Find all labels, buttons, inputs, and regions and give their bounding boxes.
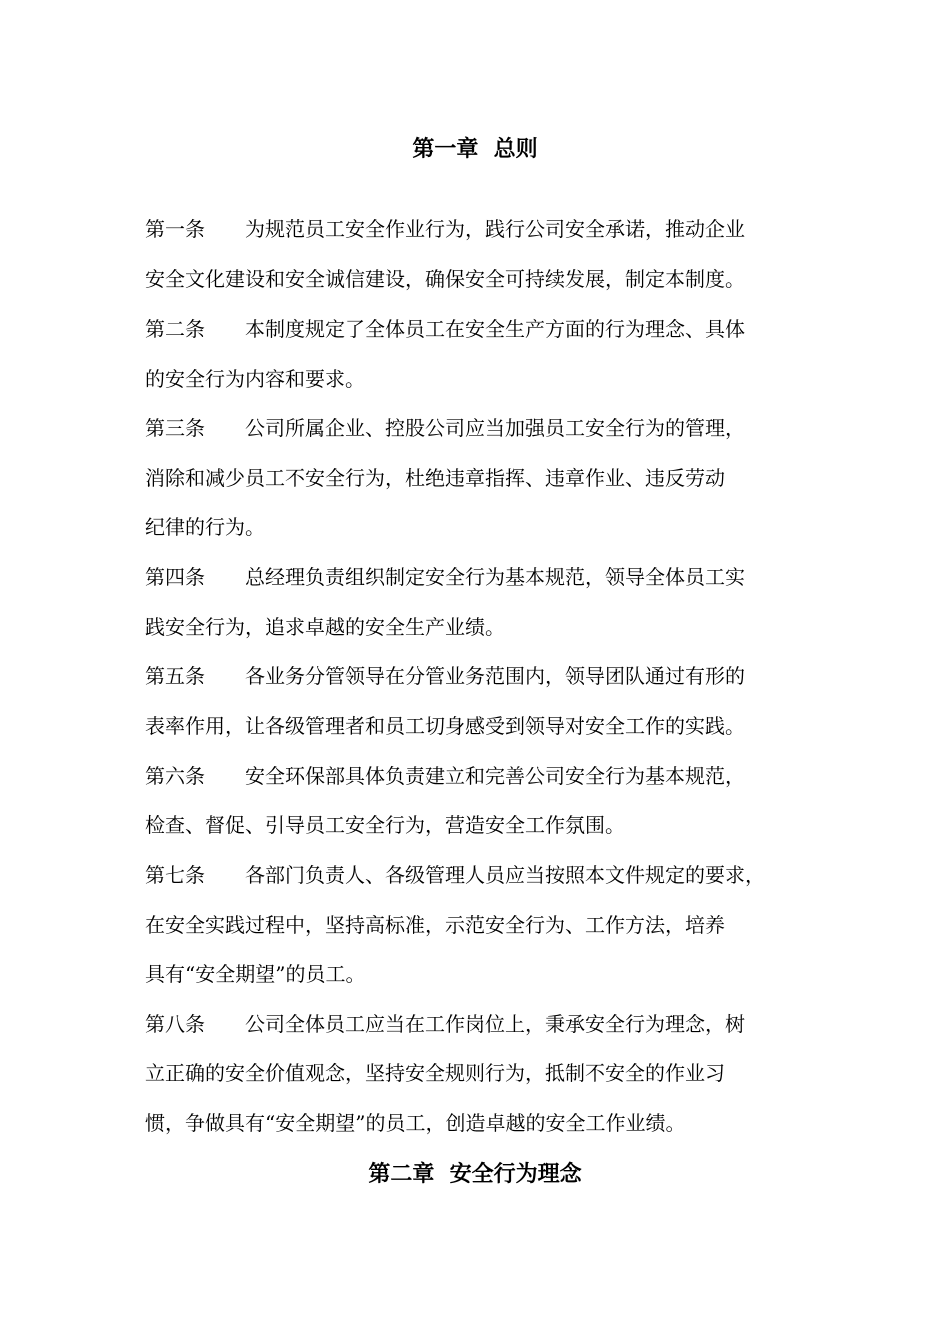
- article-4-first-line: [145, 562, 745, 592]
- article-8-text: 公司全体员工应当在工作岗位上，秉承安全行为理念，树: [245, 1012, 745, 1036]
- article-7-number: 第七条: [145, 863, 205, 887]
- article-6-first-line: [145, 761, 745, 791]
- article-3-text: 纪律的行为。: [145, 515, 265, 539]
- article-4-number: 第四条: [145, 565, 205, 589]
- article-3-number: 第三条: [145, 416, 205, 440]
- article-7-text: 各部门负责人、各级管理人员应当按照本文件规定的要求，: [245, 863, 765, 887]
- article-7-first-line: [145, 860, 765, 890]
- article-4-text: 总经理负责组织制定安全行为基本规范，领导全体员工实: [245, 565, 745, 589]
- chapter-one-title: 第一章 总则: [412, 137, 538, 162]
- article-3-text: 消除和减少员工不安全行为，杜绝违章指挥、违章作业、违反劳动: [145, 466, 725, 490]
- article-8-text: 立正确的安全价值观念，坚持安全规则行为，抵制不安全的作业习: [145, 1061, 725, 1085]
- article-7-text: 具有“安全期望”的员工。: [145, 962, 366, 986]
- article-6-text: 安全环保部具体负责建立和完善公司安全行为基本规范，: [245, 764, 745, 788]
- article-1-text: 安全文化建设和安全诚信建设，确保安全可持续发展，制定本制度。: [145, 267, 745, 291]
- article-7-text: 在安全实践过程中，坚持高标准，示范安全行为、工作方法，培养: [145, 913, 725, 937]
- article-5-text: 各业务分管领导在分管业务范围内，领导团队通过有形的: [245, 664, 745, 688]
- article-3-first-line: [145, 413, 745, 443]
- article-2-number: 第二条: [145, 317, 205, 341]
- article-4-text: 践安全行为，追求卓越的安全生产业绩。: [145, 615, 505, 639]
- article-2-text: 本制度规定了全体员工在安全生产方面的行为理念、具体: [245, 317, 745, 341]
- article-5-first-line: [145, 661, 745, 691]
- article-8-number: 第八条: [145, 1012, 205, 1036]
- article-2-first-line: [145, 314, 745, 344]
- article-3-text: 公司所属企业、控股公司应当加强员工安全行为的管理，: [245, 416, 745, 440]
- article-6-number: 第六条: [145, 764, 205, 788]
- article-5-text: 表率作用，让各级管理者和员工切身感受到领导对安全工作的实践。: [145, 714, 745, 738]
- article-8-text: 惯，争做具有“安全期望”的员工，创造卓越的安全工作业绩。: [145, 1111, 686, 1135]
- article-1-first-line: [145, 214, 745, 244]
- article-1-text: 为规范员工安全作业行为，践行公司安全承诺，推动企业: [245, 217, 745, 241]
- article-8-first-line: [145, 1009, 745, 1039]
- article-1-number: 第一条: [145, 217, 205, 241]
- chapter-two-title: 第二章 安全行为理念: [368, 1162, 582, 1187]
- article-6-text: 检查、督促、引导员工安全行为，营造安全工作氛围。: [145, 813, 625, 837]
- article-2-text: 的安全行为内容和要求。: [145, 367, 365, 391]
- article-5-number: 第五条: [145, 664, 205, 688]
